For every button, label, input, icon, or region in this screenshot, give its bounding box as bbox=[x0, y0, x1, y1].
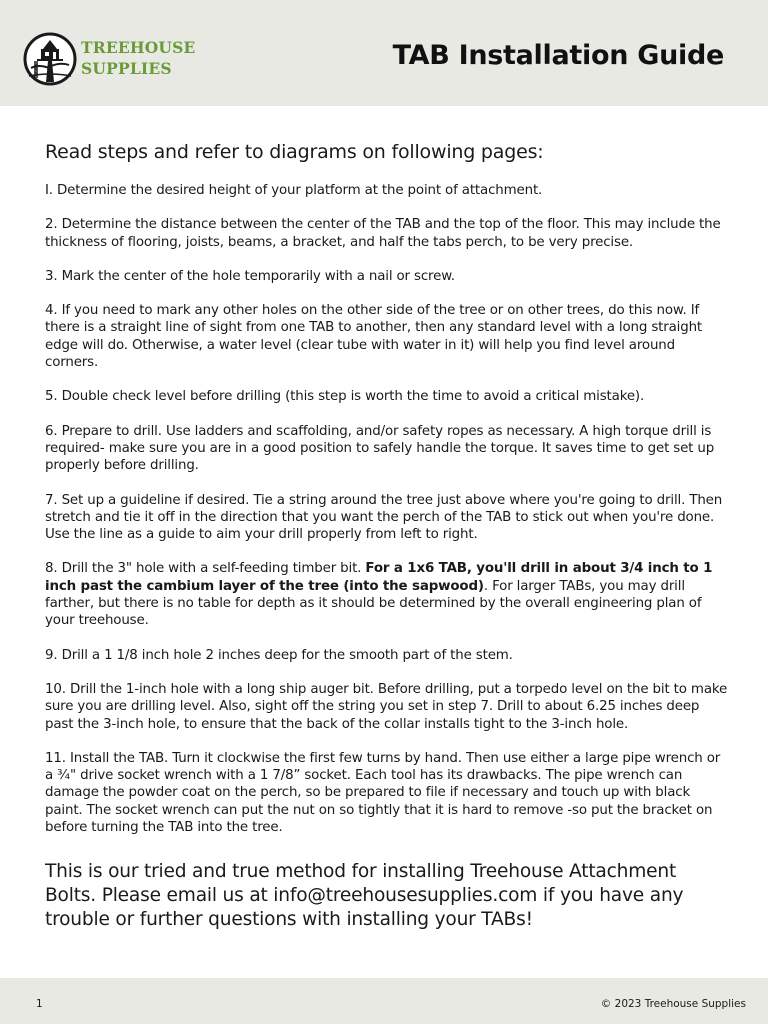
page-header bbox=[0, 0, 768, 106]
step-10: 10. Drill the 1-inch hole with a long ship auger bit. Before drilling, put a torpedo level on the bit to make sure you are drilling level. Also, sight off the string you set in step 7. Drill to about 6.25 inches deep past the 3-inch hole, to ensure that the back of the collar installs tight to the 3-inch hole. bbox=[45, 681, 728, 732]
treehouse-logo-icon bbox=[23, 32, 77, 86]
step-3: 3. Mark the center of the hole temporarily with a nail or screw. bbox=[45, 268, 455, 284]
step-11: 11. Install the TAB. Turn it clockwise the first few turns by hand. Then use either a large pipe wrench or a ¾" drive socket wrench with a 1 7/8” socket. Each tool has its drawbacks. The pipe wrench can damage the powder coat on the perch, so be prepared to file if necessary and touch up with black paint. The socket wrench can put the nut on so tightly that it is hard to remove -so put the bracket on before turning the TAB into the tree. bbox=[45, 750, 721, 836]
brand-wordmark bbox=[81, 37, 196, 79]
copyright-notice: © 2023 Treehouse Supplies bbox=[600, 998, 746, 1010]
step-8-rest: . For larger TABs, you may drill farther, but there is no table for depth as it should be determined by the overall engineering plan of your treehouse. bbox=[45, 578, 702, 629]
intro-text: Read steps and refer to diagrams on following pages: bbox=[45, 141, 544, 163]
closing-text: This is our tried and true method for installing Treehouse Attachment Bolts. Please email us at info@treehousesupplies.com if you have any trouble or further questions with installing your TABs! bbox=[45, 861, 684, 931]
step-6: 6. Prepare to drill. Use ladders and scaffolding, and/or safety ropes as necessary. A high torque drill is required- make sure you are in a good position to safely handle the torque. It saves time to get set up properly before drilling. bbox=[45, 423, 715, 474]
step-7: 7. Set up a guideline if desired. Tie a string around the tree just above where you're going to drill. Then stretch and tie it off in the direction that you want the perch of the TAB to stick out when you're done. Use the line as a guide to aim your drill properly from left to right. bbox=[45, 492, 723, 543]
step-1: I. Determine the desired height of your platform at the point of attachment. bbox=[45, 183, 543, 198]
step-8 bbox=[45, 560, 730, 629]
document-title: TAB Installation Guide bbox=[392, 40, 724, 71]
step-2: 2. Determine the distance between the center of the TAB and the top of the floor. This may include the thickness of flooring, joists, beams, a bracket, and half the tabs perch, to be very precise. bbox=[45, 217, 721, 250]
page-footer bbox=[0, 978, 768, 1024]
brand-line-1: TREEHOUSE bbox=[81, 38, 196, 57]
step-9: 9. Drill a 1 1/8 inch hole 2 inches deep for the smooth part of the stem. bbox=[45, 647, 513, 663]
step-5: 5. Double check level before drilling (this step is worth the time to avoid a critical mistake). bbox=[45, 389, 645, 405]
step-8-emphasis: For a 1x6 TAB, you'll drill in about 3/4 inch to 1 inch past the cambium layer of the tree (into the sapwood) bbox=[45, 561, 713, 594]
step-4: 4. If you need to mark any other holes on the other side of the tree or on other trees, do this now. If there is a straight line of sight from one TAB to another, then any standard level with a long straight edge will do. Otherwise, a water level (clear tube with water in it) will help you find level around corners. bbox=[45, 303, 703, 371]
page-number: 1 bbox=[36, 998, 43, 1010]
step-8-intro: 8. Drill the 3" hole with a self-feeding timber bit. bbox=[45, 561, 366, 577]
brand-line-2: SUPPLIES bbox=[81, 59, 172, 78]
main-content bbox=[45, 140, 730, 932]
